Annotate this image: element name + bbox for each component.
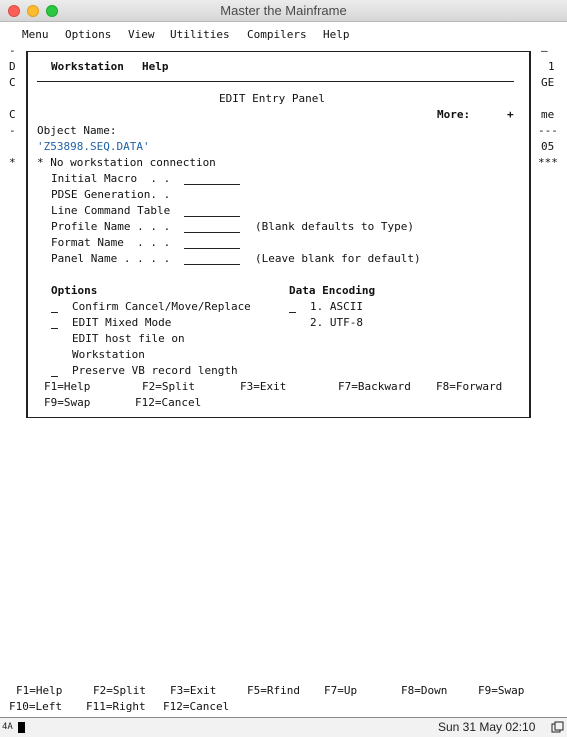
popup-fkey[interactable]: F9=Swap <box>44 396 91 409</box>
panel-title: EDIT Entry Panel <box>219 92 325 105</box>
data-encoding-input[interactable] <box>289 312 296 313</box>
data-encoding-header: Data Encoding <box>289 284 376 297</box>
panel-name-label: Panel Name . . . . <box>51 252 177 265</box>
background-left-fragment: D <box>9 60 16 73</box>
popup-fkey[interactable]: F1=Help <box>44 380 91 393</box>
window-titlebar <box>0 0 567 22</box>
line-command-table-label: Line Command Table <box>51 204 171 217</box>
window-title: Master the Mainframe <box>220 3 347 18</box>
background-left-fragment: C <box>9 108 16 121</box>
more-sign: + <box>507 108 514 121</box>
menu-view[interactable]: View <box>128 28 155 41</box>
line-command-table-underline <box>184 216 240 217</box>
profile-name-underline <box>184 232 240 233</box>
confirm-cancel-option: Confirm Cancel/Move/Replace <box>72 300 251 313</box>
status-datetime: Sun 31 May 02:10 <box>438 720 536 734</box>
fkey-split[interactable]: F2=Split <box>93 684 146 697</box>
background-right-fragment: — <box>541 44 548 57</box>
confirm-cancel-checkbox[interactable] <box>51 312 58 313</box>
background-right-fragment: GE <box>541 76 555 89</box>
more-indicator: More: <box>437 108 471 121</box>
popup-fkey[interactable]: F12=Cancel <box>135 396 202 409</box>
fkey-up[interactable]: F7=Up <box>324 684 358 697</box>
profile-name-note: (Blank defaults to Type) <box>255 220 414 233</box>
fkey-rfind[interactable]: F5=Rfind <box>247 684 300 697</box>
fkey-cancel[interactable]: F12=Cancel <box>163 700 230 713</box>
panel-name-underline <box>184 264 240 265</box>
fkey-swap[interactable]: F9=Swap <box>478 684 525 697</box>
object-name-label: Object Name: <box>37 124 117 137</box>
preserve-vb-option: Preserve VB record length <box>72 364 238 377</box>
initial-macro-label: Initial Macro . . <box>51 172 177 185</box>
popup-menu-help[interactable]: Help <box>142 60 169 73</box>
popup-fkey[interactable]: F8=Forward <box>436 380 503 393</box>
background-left-fragment: * <box>9 156 16 169</box>
popup-border-bottom <box>27 417 531 418</box>
popup-border-left <box>26 51 28 418</box>
encoding-utf8-option: 2. UTF-8 <box>310 316 363 329</box>
popup-fkey[interactable]: F2=Split <box>142 380 195 393</box>
background-right-fragment: --- <box>538 124 558 137</box>
fkey-exit[interactable]: F3=Exit <box>170 684 217 697</box>
popup-fkey[interactable]: F3=Exit <box>240 380 287 393</box>
background-right-fragment: 1 <box>548 60 555 73</box>
fkey-right[interactable]: F11=Right <box>86 700 146 713</box>
fkey-down[interactable]: F8=Down <box>401 684 448 697</box>
object-name-value[interactable]: 'Z53898.SEQ.DATA' <box>37 140 150 153</box>
panel-name-note: (Leave blank for default) <box>255 252 421 265</box>
popup-border-right <box>529 51 531 418</box>
initial-macro-underline <box>184 184 240 185</box>
popup-fkey[interactable]: F7=Backward <box>338 380 411 393</box>
keyboard-indicator: 4A <box>2 722 13 732</box>
profile-name-label: Profile Name . . . <box>51 220 177 233</box>
background-left-fragment: C <box>9 76 16 89</box>
background-right-fragment: 05 <box>541 140 555 153</box>
menu-help[interactable]: Help <box>323 28 350 41</box>
cursor-block <box>18 722 25 733</box>
edit-host-file-option: EDIT host file on <box>72 332 185 345</box>
background-left-fragment: - <box>9 124 16 137</box>
preserve-vb-checkbox[interactable] <box>51 376 58 377</box>
fkey-help[interactable]: F1=Help <box>16 684 63 697</box>
popup-menu-divider <box>37 81 514 82</box>
options-header: Options <box>51 284 98 297</box>
terminal-screen[interactable] <box>0 22 567 717</box>
menu-options[interactable]: Options <box>65 28 112 41</box>
popup-border-top <box>27 51 531 52</box>
menu-utilities[interactable]: Utilities <box>170 28 230 41</box>
edit-mixed-mode-option: EDIT Mixed Mode <box>72 316 172 329</box>
background-right-fragment: me <box>541 108 555 121</box>
format-name-label: Format Name . . . <box>51 236 177 249</box>
menu-menu[interactable]: Menu <box>22 28 49 41</box>
edit-host-file-option-cont: Workstation <box>72 348 145 361</box>
format-name-underline <box>184 248 240 249</box>
pdse-generation-label: PDSE Generation. . <box>51 188 177 201</box>
background-right-fragment: *** <box>538 156 558 169</box>
fkey-left[interactable]: F10=Left <box>9 700 62 713</box>
menu-compilers[interactable]: Compilers <box>247 28 307 41</box>
background-left-fragment: - <box>9 44 16 57</box>
status-bar <box>0 717 567 737</box>
popup-menu-workstation[interactable]: Workstation <box>51 60 124 73</box>
encoding-ascii-option: 1. ASCII <box>310 300 363 313</box>
edit-mixed-mode-checkbox[interactable] <box>51 328 58 329</box>
status-message: * No workstation connection <box>37 156 216 169</box>
window-resize-icon[interactable] <box>551 721 565 734</box>
